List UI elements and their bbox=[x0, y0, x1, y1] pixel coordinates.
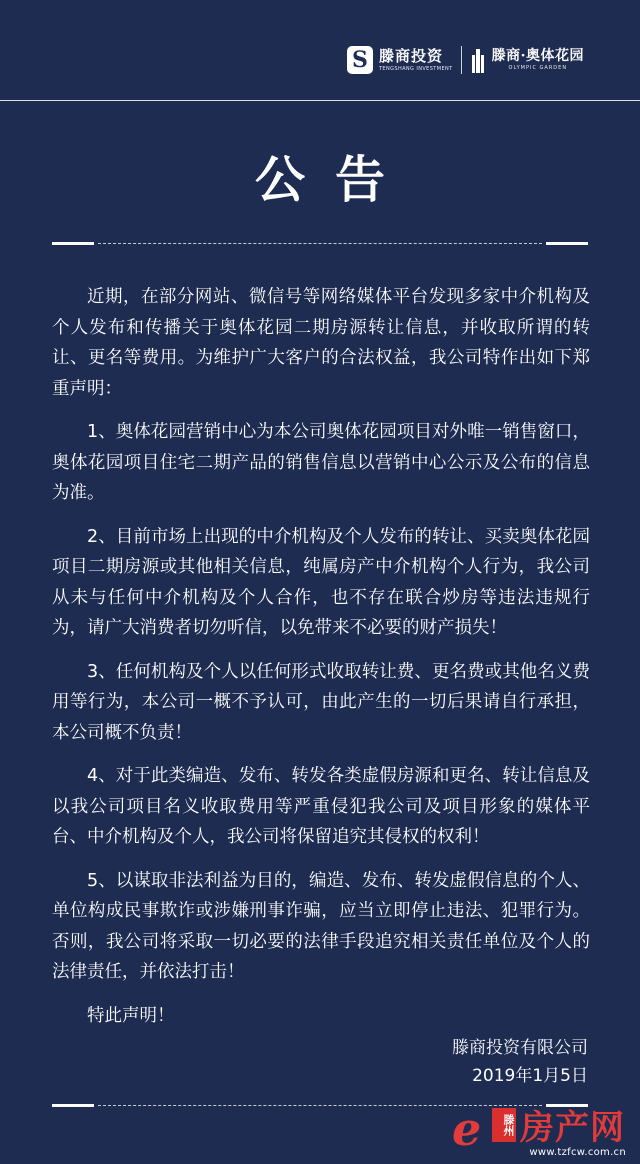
paragraph: 3、任何机构及个人以任何形式收取转让费、更名费或其他名义费用等行为，本公司一概不予认可，由此产生的一切后果请自行承担，本公司概不负责！ bbox=[52, 661, 590, 743]
brand-block bbox=[378, 46, 453, 72]
brand-name-en: TENGSHANG INVESTMENT bbox=[378, 65, 453, 72]
paragraph: 特此声明！ bbox=[87, 1005, 175, 1026]
header bbox=[0, 0, 640, 100]
paragraph: 1、奥体花园营销中心为本公司奥体花园项目对外唯一销售窗口，奥体花园项目住宅二期产品的销售信息以营销中心公示及公布的信息为准。 bbox=[52, 422, 590, 503]
logo-divider bbox=[461, 46, 462, 74]
watermark-city: 滕州 bbox=[492, 1108, 516, 1142]
issue-date: 2019年1月5日 bbox=[472, 1066, 588, 1086]
tower-icon bbox=[470, 47, 486, 73]
s-logo-icon: S bbox=[347, 46, 373, 74]
paragraph: 4、对于此类编造、发布、转发各类虚假房源和更名、转让信息及以我公司项目名义收取费用等严重侵犯我公司及项目形象的媒体平台、中介机构及个人，我公司将保留追究其侵权的权利！ bbox=[52, 766, 590, 847]
watermark-letter: e bbox=[452, 1102, 482, 1156]
paragraph: 2、目前市场上出现的中介机构及个人发布的转让、买卖奥体花园项目二期房源或其他相关信息，纯属房产中介机构个人行为，我公司从未与任何中介机构及个人合作，也不存在联合炒房等违法违规行为，请广大消费者切勿听信，以免带来不必要的财产损失！ bbox=[52, 526, 590, 638]
top-divider bbox=[52, 242, 588, 246]
paragraph: 近期，在部分网站、微信号等网络媒体平台发现多家中介机构及个人发布和传播关于奥体花园二期房源转让信息，并收取所谓的转让、更名等费用。为维护广大客户的合法权益，我公司特作出如下郑重声明： bbox=[52, 287, 590, 399]
signature bbox=[452, 1034, 588, 1090]
project-name: 滕商·奥体花园 bbox=[491, 48, 584, 64]
header-line bbox=[0, 100, 640, 101]
watermark bbox=[452, 1100, 632, 1158]
company-name: 滕商投资有限公司 bbox=[452, 1038, 588, 1058]
watermark-url: www.tzfcw.com.cn bbox=[529, 1147, 626, 1158]
project-block bbox=[492, 49, 584, 71]
logo-group bbox=[347, 42, 584, 78]
paragraph: 5、以谋取非法利益为目的，编造、发布、转发虚假信息的个人、单位构成民事欺诈或涉嫌刑事诈骗，应当立即停止违法、犯罪行为。否则，我公司将采取一切必要的法律手段追究相关责任单位及个人的法律责任，并依法打击！ bbox=[52, 870, 590, 982]
watermark-name: 房产网 bbox=[520, 1108, 625, 1148]
brand-name: 滕商投资 bbox=[378, 46, 443, 65]
notice-body bbox=[52, 282, 590, 1044]
page-title: 公告 bbox=[255, 151, 415, 209]
project-name-en: OLYMPIC GARDEN bbox=[508, 65, 568, 71]
